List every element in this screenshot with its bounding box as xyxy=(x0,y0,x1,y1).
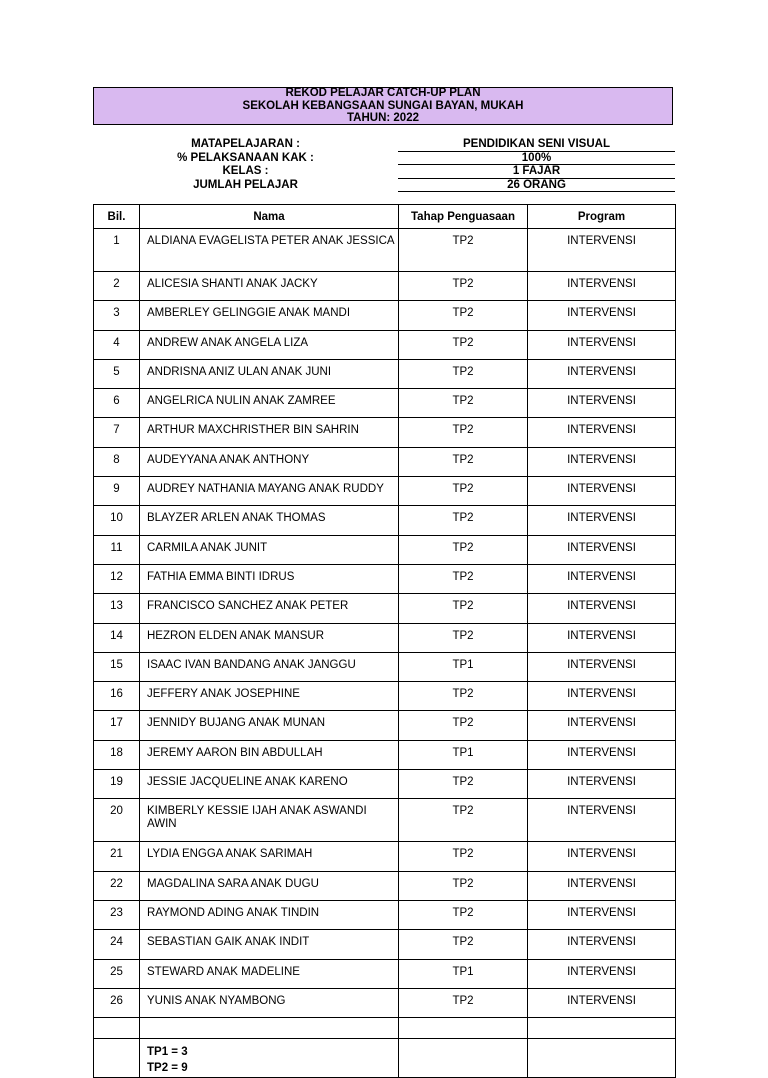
cell-program: INTERVENSI xyxy=(528,770,676,799)
cell-bil: 1 xyxy=(94,229,140,272)
student-table xyxy=(93,204,676,1078)
cell-tahap: TP2 xyxy=(399,871,528,900)
table-row xyxy=(94,959,676,988)
cell-tahap: TP2 xyxy=(399,988,528,1017)
table-row xyxy=(94,594,676,623)
cell-program: INTERVENSI xyxy=(528,623,676,652)
cell-nama: ALDIANA EVAGELISTA PETER ANAK JESSICA xyxy=(140,229,399,272)
cell-nama: BLAYZER ARLEN ANAK THOMAS xyxy=(140,506,399,535)
cell-nama: FATHIA EMMA BINTI IDRUS xyxy=(140,564,399,593)
cell-bil: 19 xyxy=(94,770,140,799)
table-row xyxy=(94,447,676,476)
year-label: TAHUN: 2022 xyxy=(347,112,419,125)
cell-bil: 10 xyxy=(94,506,140,535)
cell-nama: JEREMY AARON BIN ABDULLAH xyxy=(140,740,399,769)
cell-bil: 15 xyxy=(94,652,140,681)
cell-bil: 8 xyxy=(94,447,140,476)
cell-bil: 21 xyxy=(94,842,140,871)
summary-cell xyxy=(140,1039,399,1078)
cell-nama: SEBASTIAN GAIK ANAK INDIT xyxy=(140,930,399,959)
cell-nama: AUDREY NATHANIA MAYANG ANAK RUDDY xyxy=(140,477,399,506)
table-row xyxy=(94,988,676,1017)
table-row xyxy=(94,623,676,652)
cell-nama: ANDRISNA ANIZ ULAN ANAK JUNI xyxy=(140,359,399,388)
summary-tp1: TP1 = 3 xyxy=(147,1046,188,1059)
info-value: PENDIDIKAN SENI VISUAL xyxy=(398,138,675,152)
column-header-bil: Bil. xyxy=(94,205,140,229)
cell-nama: MAGDALINA SARA ANAK DUGU xyxy=(140,871,399,900)
cell-tahap: TP2 xyxy=(399,418,528,447)
cell-tahap: TP2 xyxy=(399,301,528,330)
cell-nama: HEZRON ELDEN ANAK MANSUR xyxy=(140,623,399,652)
table-row xyxy=(94,359,676,388)
cell-tahap: TP2 xyxy=(399,623,528,652)
cell-program: INTERVENSI xyxy=(528,389,676,418)
cell-bil: 25 xyxy=(94,959,140,988)
cell-program: INTERVENSI xyxy=(528,682,676,711)
table-cell xyxy=(528,1018,676,1039)
table-row xyxy=(94,418,676,447)
info-row-total-students xyxy=(93,179,675,193)
cell-program: INTERVENSI xyxy=(528,740,676,769)
cell-bil: 22 xyxy=(94,871,140,900)
info-section xyxy=(93,138,675,192)
cell-program: INTERVENSI xyxy=(528,477,676,506)
cell-tahap: TP1 xyxy=(399,959,528,988)
cell-program: INTERVENSI xyxy=(528,229,676,272)
table-row xyxy=(94,229,676,272)
cell-bil: 20 xyxy=(94,799,140,842)
cell-bil: 5 xyxy=(94,359,140,388)
cell-nama: ARTHUR MAXCHRISTHER BIN SAHRIN xyxy=(140,418,399,447)
info-row-implementation xyxy=(93,152,675,166)
cell-program: INTERVENSI xyxy=(528,652,676,681)
table-row xyxy=(94,272,676,301)
cell-tahap: TP2 xyxy=(399,359,528,388)
table-row xyxy=(94,740,676,769)
cell-tahap: TP2 xyxy=(399,930,528,959)
cell-bil: 2 xyxy=(94,272,140,301)
column-header-tahap: Tahap Penguasaan xyxy=(399,205,528,229)
cell-program: INTERVENSI xyxy=(528,359,676,388)
table-row xyxy=(94,564,676,593)
table-row xyxy=(94,652,676,681)
table-row xyxy=(94,506,676,535)
cell-tahap: TP2 xyxy=(399,272,528,301)
table-cell xyxy=(399,1018,528,1039)
cell-bil: 12 xyxy=(94,564,140,593)
table-row xyxy=(94,330,676,359)
cell-program: INTERVENSI xyxy=(528,799,676,842)
cell-nama: JENNIDY BUJANG ANAK MUNAN xyxy=(140,711,399,740)
cell-program: INTERVENSI xyxy=(528,594,676,623)
cell-nama: AMBERLEY GELINGGIE ANAK MANDI xyxy=(140,301,399,330)
cell-nama: CARMILA ANAK JUNIT xyxy=(140,535,399,564)
cell-nama: YUNIS ANAK NYAMBONG xyxy=(140,988,399,1017)
cell-tahap: TP2 xyxy=(399,229,528,272)
cell-program: INTERVENSI xyxy=(528,930,676,959)
cell-bil: 24 xyxy=(94,930,140,959)
table-cell xyxy=(140,1018,399,1039)
cell-tahap: TP2 xyxy=(399,799,528,842)
cell-bil: 26 xyxy=(94,988,140,1017)
cell-program: INTERVENSI xyxy=(528,418,676,447)
cell-tahap: TP2 xyxy=(399,711,528,740)
column-header-nama: Nama xyxy=(140,205,399,229)
cell-nama: JESSIE JACQUELINE ANAK KARENO xyxy=(140,770,399,799)
column-header-program: Program xyxy=(528,205,676,229)
info-value: 26 ORANG xyxy=(398,179,675,193)
cell-tahap: TP2 xyxy=(399,477,528,506)
table-row xyxy=(94,770,676,799)
summary-tp2: TP2 = 9 xyxy=(147,1062,188,1075)
school-name: SEKOLAH KEBANGSAAN SUNGAI BAYAN, MUKAH xyxy=(242,99,524,112)
table-cell xyxy=(94,1018,140,1039)
cell-tahap: TP2 xyxy=(399,842,528,871)
table-row xyxy=(94,477,676,506)
info-label: KELAS : xyxy=(222,165,269,177)
cell-program: INTERVENSI xyxy=(528,842,676,871)
cell-program: INTERVENSI xyxy=(528,988,676,1017)
cell-nama: STEWARD ANAK MADELINE xyxy=(140,959,399,988)
cell-nama: ISAAC IVAN BANDANG ANAK JANGGU xyxy=(140,652,399,681)
cell-program: INTERVENSI xyxy=(528,959,676,988)
cell-tahap: TP2 xyxy=(399,447,528,476)
table-row xyxy=(94,711,676,740)
cell-bil: 18 xyxy=(94,740,140,769)
cell-nama: LYDIA ENGGA ANAK SARIMAH xyxy=(140,842,399,871)
table-row xyxy=(94,799,676,842)
cell-tahap: TP2 xyxy=(399,682,528,711)
cell-nama: AUDEYYANA ANAK ANTHONY xyxy=(140,447,399,476)
cell-bil: 14 xyxy=(94,623,140,652)
cell-bil: 17 xyxy=(94,711,140,740)
cell-bil: 13 xyxy=(94,594,140,623)
cell-tahap: TP1 xyxy=(399,652,528,681)
info-label: MATAPELAJARAN : xyxy=(191,138,300,150)
cell-nama: ANDREW ANAK ANGELA LIZA xyxy=(140,330,399,359)
table-cell xyxy=(528,1039,676,1078)
cell-tahap: TP2 xyxy=(399,770,528,799)
cell-tahap: TP2 xyxy=(399,594,528,623)
info-row-subject xyxy=(93,138,675,152)
cell-tahap: TP2 xyxy=(399,330,528,359)
cell-tahap: TP2 xyxy=(399,564,528,593)
table-header-row xyxy=(94,205,676,229)
cell-tahap: TP2 xyxy=(399,389,528,418)
cell-program: INTERVENSI xyxy=(528,330,676,359)
cell-nama: JEFFERY ANAK JOSEPHINE xyxy=(140,682,399,711)
cell-program: INTERVENSI xyxy=(528,506,676,535)
blank-row xyxy=(94,1018,676,1039)
table-row xyxy=(94,930,676,959)
info-label: % PELAKSANAAN KAK : xyxy=(177,151,314,164)
cell-program: INTERVENSI xyxy=(528,900,676,929)
table-row xyxy=(94,900,676,929)
table-row xyxy=(94,301,676,330)
cell-bil: 9 xyxy=(94,477,140,506)
summary-row xyxy=(94,1039,676,1078)
info-value: 100% xyxy=(398,152,675,166)
cell-tahap: TP2 xyxy=(399,900,528,929)
table-row xyxy=(94,842,676,871)
cell-bil: 3 xyxy=(94,301,140,330)
cell-nama: RAYMOND ADING ANAK TINDIN xyxy=(140,900,399,929)
cell-nama: KIMBERLY KESSIE IJAH ANAK ASWANDI AWIN xyxy=(140,799,399,842)
cell-program: INTERVENSI xyxy=(528,871,676,900)
info-value: 1 FAJAR xyxy=(398,165,675,179)
cell-bil: 4 xyxy=(94,330,140,359)
table-cell xyxy=(399,1039,528,1078)
cell-program: INTERVENSI xyxy=(528,301,676,330)
cell-program: INTERVENSI xyxy=(528,564,676,593)
info-row-class xyxy=(93,165,675,179)
cell-nama: ALICESIA SHANTI ANAK JACKY xyxy=(140,272,399,301)
cell-program: INTERVENSI xyxy=(528,272,676,301)
table-row xyxy=(94,682,676,711)
cell-bil: 6 xyxy=(94,389,140,418)
cell-program: INTERVENSI xyxy=(528,535,676,564)
cell-tahap: TP2 xyxy=(399,535,528,564)
cell-nama: ANGELRICA NULIN ANAK ZAMREE xyxy=(140,389,399,418)
document-title-box xyxy=(93,87,673,125)
cell-program: INTERVENSI xyxy=(528,447,676,476)
table-row xyxy=(94,389,676,418)
cell-bil: 7 xyxy=(94,418,140,447)
cell-program: INTERVENSI xyxy=(528,711,676,740)
cell-tahap: TP2 xyxy=(399,506,528,535)
document-title: REKOD PELAJAR CATCH-UP PLAN xyxy=(285,87,481,100)
info-label: JUMLAH PELAJAR xyxy=(193,178,298,191)
table-row xyxy=(94,535,676,564)
cell-bil: 23 xyxy=(94,900,140,929)
cell-tahap: TP1 xyxy=(399,740,528,769)
cell-bil: 11 xyxy=(94,535,140,564)
cell-bil: 16 xyxy=(94,682,140,711)
cell-nama: FRANCISCO SANCHEZ ANAK PETER xyxy=(140,594,399,623)
table-cell xyxy=(94,1039,140,1078)
table-row xyxy=(94,871,676,900)
